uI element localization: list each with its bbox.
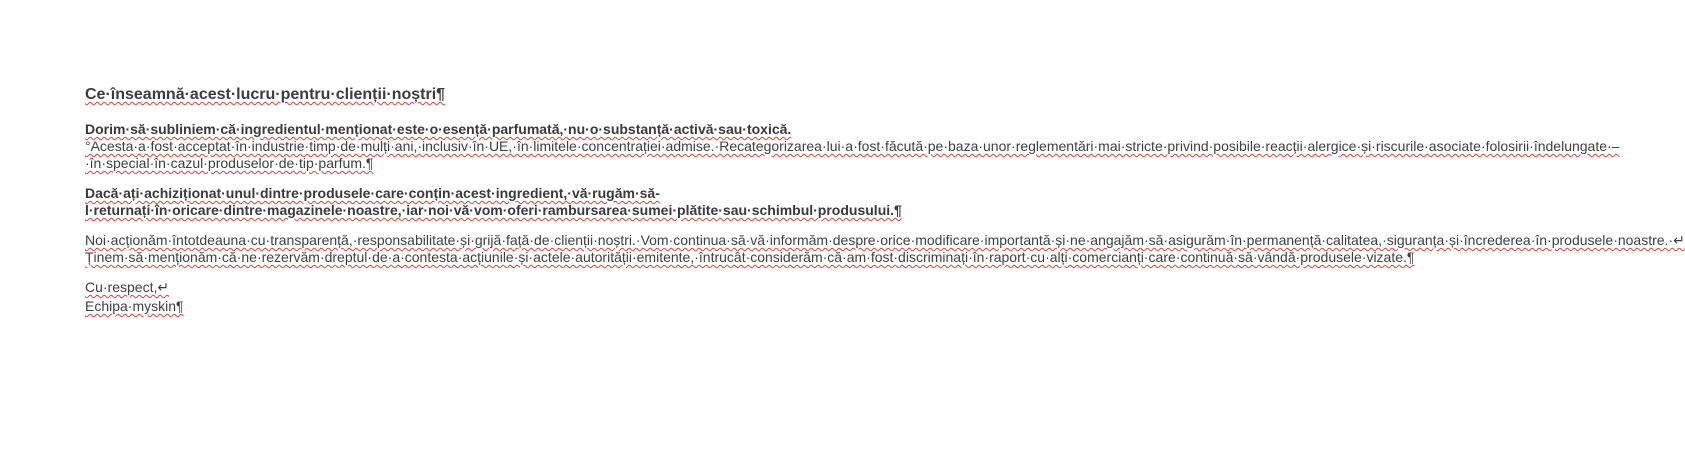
document-body[interactable]	[85, 84, 1685, 316]
paragraph-ingredient-text: °Acesta·a·fost·acceptat·în·industrie·timp·de·mulți·ani,·inclusiv·în·UE,·în·limitele·concentrației·admise.·Recategorizarea·lui·a·fost·făcută·pe·baza·unor·reglementări·mai·stricte·privind·posibile·reacții·alergice·și·riscurile·asociate·folosirii·îndelungate·–·în·special·în·cazul·produselor·de·tip·parfum.¶	[85, 138, 1620, 171]
closing-signature	[85, 278, 665, 316]
closing-line-team: Echipa·myskin¶	[85, 298, 184, 314]
paragraph-contest-text: Ținem·să·menționăm·că·ne·rezervăm·dreptul·de·a·contesta·acțiunile·și·actele·autorității·emitente,·întrucât·considerăm·că·am·fost·discriminați·în·raport·cu·alți·comercianți·care·continuă·să·vândă·produsele·vizate.¶	[85, 249, 1415, 265]
paragraph-return-policy	[85, 185, 902, 219]
paragraph-transparency-text: Noi·acționăm·întotdeauna·cu·transparență,·responsabilitate·și·grijă·față·de·clienții·noștri.·Vom·continua·să·vă·informăm·despre·orice·modificare·importantă·și·ne·angajăm·să·asigurăm·în·permanență·calitatea,·siguranța·și·încrederea·în·produsele·noastre.·↵	[85, 232, 1685, 248]
paragraph-return-bold: Dacă·ați·achiziționat·unul·dintre·produsele·care·conțin·acest·ingredient,·vă·rugăm·să-l·returnați·în·oricare·dintre·magazinele·noastre,·iar·noi·vă·vom·oferi·rambursarea·sumei·plătite·sau·schimbul·produsului.¶	[85, 185, 902, 218]
document-heading: Ce·înseamnă·acest·lucru·pentru·clienții·noștri¶	[85, 86, 446, 103]
closing-line-regards: Cu·respect,↵	[85, 279, 170, 295]
paragraph-transparency	[85, 232, 1685, 266]
paragraph-ingredient-note	[85, 121, 1620, 172]
paragraph-ingredient-bold: Dorim·să·subliniem·că·ingredientul·menționat·este·o·esență·parfumată,·nu·o·substanță·activă·sau·toxică.	[85, 121, 792, 137]
